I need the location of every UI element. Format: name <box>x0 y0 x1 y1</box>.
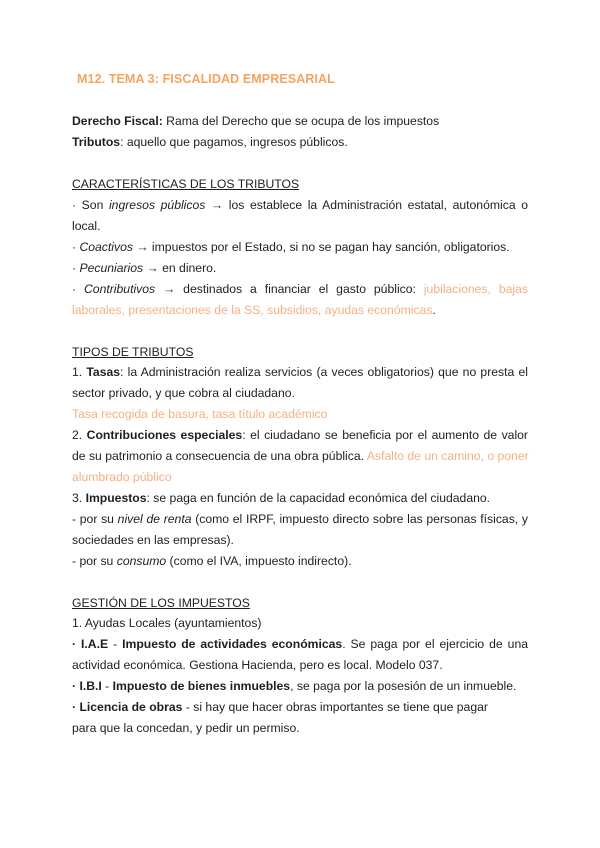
section-heading-tipos: TIPOS DE TRIBUTOS <box>72 345 194 359</box>
paragraph-line: · I.B.I - Impuesto de bienes inmuebles, se paga por la posesión de un inmueble. <box>72 679 517 693</box>
paragraph-line: - por su consumo (como el IVA, impuesto indirecto). <box>72 554 352 568</box>
example-line <box>72 467 528 488</box>
definition-term: Tributos <box>72 135 121 149</box>
example-text: alumbrado público <box>72 470 172 484</box>
paragraph-line: 3. Impuestos: se paga en función de la capacidad económica del ciudadano. <box>72 491 491 505</box>
document-title: M12. TEMA 3: FISCALIDAD EMPRESARIAL <box>77 72 335 86</box>
paragraph-line: · Coactivos → impuestos por el Estado, si no se pagan hay sanción, obligatorios. <box>72 240 510 254</box>
paragraph-line: · Contributivos → destinados a financiar el gasto público: jubilaciones, bajas <box>72 282 528 296</box>
paragraph-line: · Son ingresos públicos → los establece la Administración estatal, autonómica o <box>72 198 528 212</box>
definition-text: : aquello que pagamos, ingresos públicos. <box>120 135 348 149</box>
example-text: laborales, presentaciones de la SS, subsidios, ayudas económicas <box>72 303 433 317</box>
section-heading-gestion: GESTIÓN DE LOS IMPUESTOS <box>72 596 250 610</box>
paragraph-line: · I.A.E - Impuesto de actividades económicas. Se paga por el ejercicio de una <box>72 637 528 651</box>
paragraph-line: para que la concedan, y pedir un permiso. <box>72 721 300 735</box>
definition-tributos <box>72 132 528 153</box>
example-text: jubilaciones, bajas <box>423 282 528 296</box>
paragraph-line: · Licencia de obras - si hay que hacer obras importantes se tiene que pagar <box>72 700 488 714</box>
example-text: Asfalto de un camino, o poner <box>366 449 529 463</box>
paragraph-line: de su patrimonio a consecuencia de una obra pública. Asfalto de un camino, o poner <box>72 449 529 463</box>
paragraph-line: 2. Contribuciones especiales: el ciudadano se beneficia por el aumento de valor <box>72 428 528 442</box>
paragraph-line: - por su nivel de renta (como el IRPF, impuesto directo sobre las personas físicas, y <box>72 512 528 526</box>
paragraph-line: 1. Tasas: la Administración realiza servicios (a veces obligatorios) que no presta el <box>72 365 528 379</box>
definition-derecho-fiscal <box>72 111 528 132</box>
example-line <box>72 404 528 425</box>
paragraph-line: 1. Ayudas Locales (ayuntamientos) <box>72 616 262 630</box>
definition-term: Derecho Fiscal: <box>72 114 163 128</box>
paragraph-line: actividad económica. Gestiona Hacienda, pero es local. Modelo 037. <box>72 658 443 672</box>
paragraph-line: sector privado, y que cobra al ciudadano. <box>72 386 295 400</box>
section-heading-caracteristicas: CARACTERÍSTICAS DE LOS TRIBUTOS <box>72 177 300 191</box>
example-text: Tasa recogida de basura, tasa título académico <box>72 407 328 421</box>
paragraph-line: sociedades en las empresas). <box>72 533 234 547</box>
definition-text: Rama del Derecho que se ocupa de los impuestos <box>162 114 440 128</box>
paragraph-line: local. <box>72 219 101 233</box>
paragraph-line: laborales, presentaciones de la SS, subsidios, ayudas económicas. <box>72 303 436 317</box>
paragraph-line: · Pecuniarios → en dinero. <box>72 261 217 275</box>
